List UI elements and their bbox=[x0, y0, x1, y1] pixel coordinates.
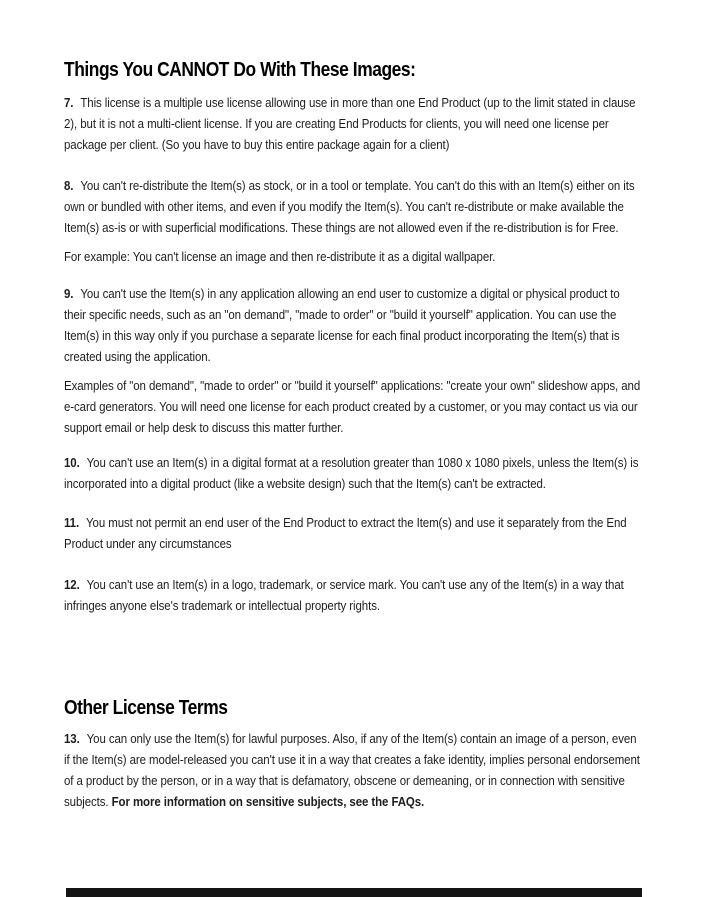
clause-text: This license is a multiple use license allowing use in more than one End Product (up to the limit stated in clause 2), but it is not a multi-client license. If you are creating End Products for clients, you will need one license per package per client. (So you have to buy this entire package again for a client) bbox=[64, 95, 636, 152]
clause-text: You can't use an Item(s) in a logo, trademark, or service mark. You can't use any of the Item(s) in a way that infringes anyone else's trademark or intellectual property rights. bbox=[64, 577, 624, 613]
clause-number: 10. bbox=[64, 455, 80, 470]
example-note-applications bbox=[64, 375, 642, 438]
clause-number: 11. bbox=[64, 515, 80, 530]
sensitive-subjects-faq-note: For more information on sensitive subjects, see the FAQs. bbox=[111, 794, 425, 809]
heading-other-license-terms: Other License Terms bbox=[64, 697, 228, 719]
license-clause-11 bbox=[64, 512, 642, 554]
clause-text: For example: You can't license an image and then re-distribute it as a digital wallpaper. bbox=[64, 249, 496, 264]
clause-text: You can't re-distribute the Item(s) as stock, or in a tool or template. You can't do this with an Item(s) either on its own or bundled with other items, and even if you modify the Item(s). You can't re-distribute or make available the Item(s) as-is or with superficial modifications. These things are not allowed even if the re-distribution is for Free. bbox=[64, 178, 635, 235]
license-document bbox=[64, 0, 642, 812]
heading-things-you-cannot-do: Things You CANNOT Do With These Images: bbox=[64, 59, 416, 81]
clause-text: You must not permit an end user of the End Product to extract the Item(s) and use it separately from the End Product under any circumstances bbox=[64, 515, 627, 551]
clause-number: 7. bbox=[64, 95, 74, 110]
license-clause-13 bbox=[64, 728, 642, 812]
license-clause-10 bbox=[64, 452, 642, 494]
license-clause-12 bbox=[64, 574, 642, 616]
clause-number: 13. bbox=[64, 731, 80, 746]
clause-number: 8. bbox=[64, 178, 74, 193]
license-clause-8 bbox=[64, 175, 642, 238]
clause-text: You can't use an Item(s) in a digital format at a resolution greater than 1080 x 1080 pixels, unless the Item(s) is incorporated into a digital product (like a website design) such that the Item(s) can't be extracted. bbox=[64, 455, 639, 491]
license-clause-9 bbox=[64, 283, 642, 367]
clause-text: You can't use the Item(s) in any application allowing an end user to customize a digital or physical product to their specific needs, such as an "on demand", "made to order" or "build it yourself" application. You can use the Item(s) in this way only if you purchase a separate license for each final product incorporating the Item(s) that is created using the application. bbox=[64, 286, 620, 364]
license-clause-7 bbox=[64, 92, 642, 155]
cut-off-footer-band bbox=[66, 888, 642, 897]
example-note-wallpaper bbox=[64, 246, 642, 267]
clause-number: 12. bbox=[64, 577, 80, 592]
clause-number: 9. bbox=[64, 286, 74, 301]
clause-text: You can only use the Item(s) for lawful purposes. Also, if any of the Item(s) contain an image of a person, even if the Item(s) are model-released you can't use it in a way that creates a fake identity, implies personal endorsement of a product by the person, or in a way that is defamatory, obscene or demeaning, or in connection with sensitive subjects. bbox=[64, 731, 640, 809]
clause-text: Examples of "on demand", "made to order" or "build it yourself" applications: "create your own" slideshow apps, and e-card generators. You will need one license for each product created by a customer, or you may contact us via our support email or help desk to discuss this matter further. bbox=[64, 378, 641, 435]
